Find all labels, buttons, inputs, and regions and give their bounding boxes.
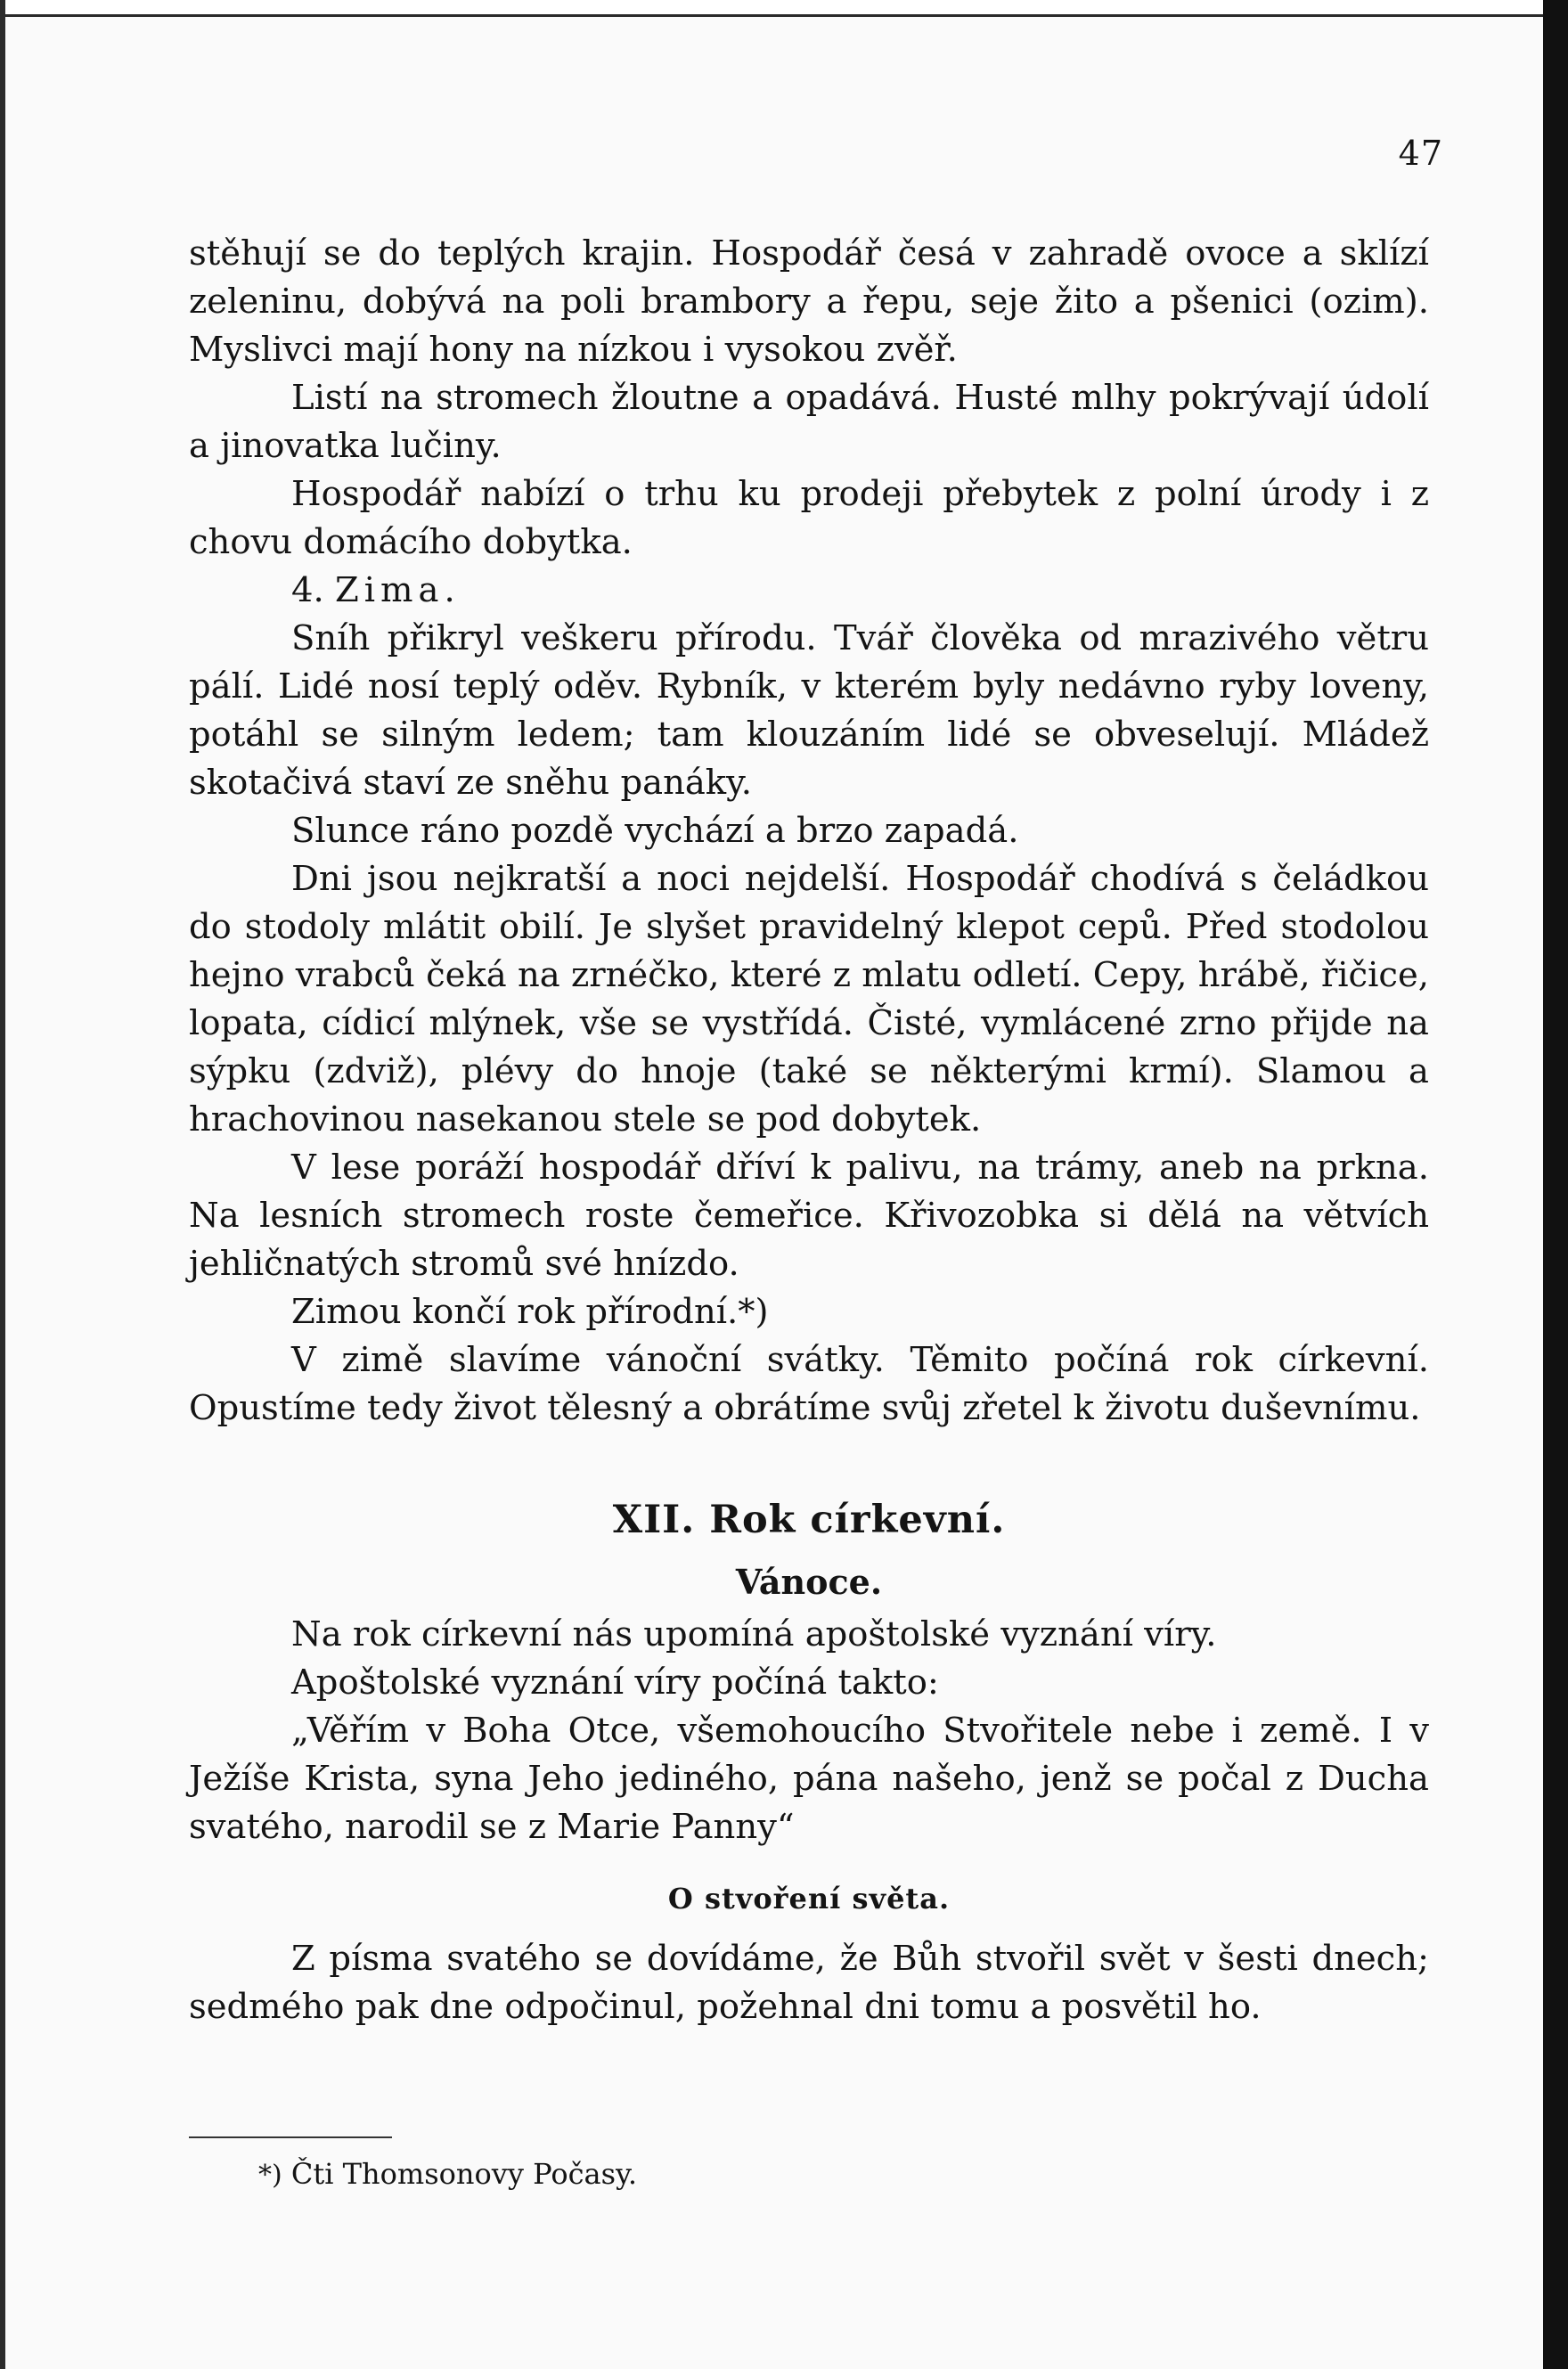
- scan-left-border: [0, 0, 5, 2369]
- footnote-text: Čti Thomsonovy Počasy.: [290, 2157, 638, 2191]
- main-text: [189, 230, 1429, 2031]
- paragraph: Zimou končí rok přírodní.*): [291, 1292, 769, 1332]
- section-title: Vánoce.: [735, 1562, 883, 1602]
- footnote: [258, 2154, 637, 2195]
- paragraph: Hospodář nabízí o trhu ku prodeji přebytek z polní úrody i z chovu domácího dobytka.: [189, 474, 1429, 562]
- paragraph: Sníh přikryl veškeru přírodu. Tvář člověka od mrazivého větru pálí. Lidé nosí teplý oděv. Rybník, v kterém byly nedávno ryby loveny, potáhl se silným ledem; tam klouzáním lidé se obveselují. Mládež skotačivá staví ze sněhu panáky.: [189, 618, 1429, 803]
- winter-heading-title: Zima.: [334, 570, 461, 610]
- paragraph: V zimě slavíme vánoční svátky. Těmito počíná rok církevní. Opustíme tedy život tělesný a obrátíme svůj zřetel k životu duševnímu.: [189, 1340, 1429, 1428]
- paragraph: Dni jsou nejkratší a noci nejdelší. Hospodář chodívá s čeládkou do stodoly mlátit obilí. Je slyšet pravidelný klepot cepů. Před stodolou hejno vrabců čeká na zrnéčko, které z mlatu odletí. Cepy, hrábě, řičice, lopata, cídicí mlýnek, vše se vystřídá. Čisté, vymlácené zrno přijde na sýpku (zdviž), plévy do hnoje (také se některými krmí). Slamou a hrachovinou nasekanou stele se pod dobytek.: [189, 859, 1429, 1140]
- paragraph: Z písma svatého se dovídáme, že Bůh stvořil svět v šesti dnech; sedmého pak dne odpočinul, požehnal dni tomu a posvětil ho.: [189, 1939, 1429, 2027]
- winter-heading-number: 4.: [291, 570, 324, 610]
- creed-quote: „Věřím v Boha Otce, všemohoucího Stvořitele nebe i země. I v Ježíše Krista, syna Jeho jediného, pána našeho, jenž se počal z Ducha svatého, narodil se z Marie Panny“: [189, 1711, 1429, 1847]
- chapter-title: XII. Rok církevní.: [612, 1498, 1006, 1542]
- scan-top-border: [0, 0, 1568, 17]
- paragraph: Listí na stromech žloutne a opadává. Husté mlhy pokrývají údolí a jinovatka lučiny.: [189, 378, 1429, 466]
- subsection-title: O stvoření světa.: [667, 1882, 951, 1916]
- paragraph: Apoštolské vyznání víry počíná takto:: [291, 1662, 939, 1703]
- paragraph: V lese poráží hospodář dříví k palivu, na trámy, aneb na prkna. Na lesních stromech roste čemeřice. Křivozobka si dělá na větvích jehličnatých stromů své hnízdo.: [189, 1148, 1429, 1284]
- winter-heading: [189, 567, 1429, 615]
- paragraph: Na rok církevní nás upomíná apoštolské vyznání víry.: [291, 1614, 1217, 1654]
- page-number: 47: [1398, 134, 1443, 173]
- scan-right-border: [1543, 0, 1568, 2369]
- paragraph: Slunce ráno pozdě vychází a brzo zapadá.: [291, 811, 1019, 851]
- footnote-divider: [189, 2136, 392, 2138]
- footnote-marker: *): [258, 2160, 282, 2191]
- paragraph: stěhují se do teplých krajin. Hospodář česá v zahradě ovoce a sklízí zeleninu, dobývá na poli brambory a řepu, seje žito a pšenici (ozim). Myslivci mají hony na nízkou i vysokou zvěř.: [189, 233, 1429, 370]
